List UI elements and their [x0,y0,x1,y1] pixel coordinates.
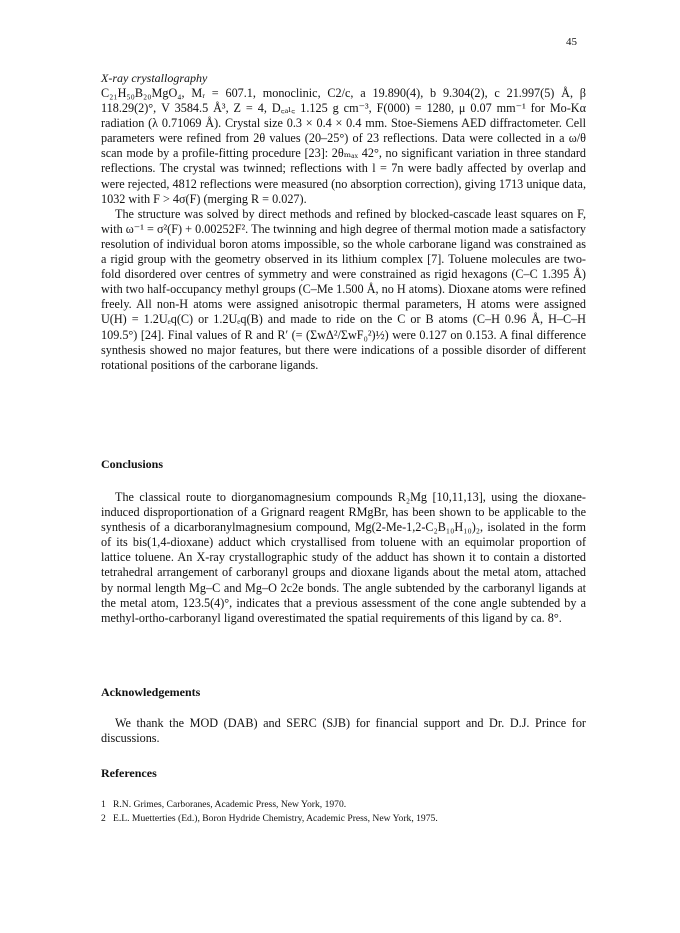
xray-paragraph-2: The structure was solved by direct methods and refined by blocked-cascade least squares on F, with ω⁻¹ = σ²(F) + 0.00252F². The twinning and high degree of thermal motion made a satisfactory resolution of individual boron atoms impossible, so the whole carborane ligand was constrained as a rigid group with the geometry observed in its lithium complex [7]. Toluene molecules are two-fold disordered over centres of symmetry and were constrained as rigid hexagons (C–C 1.395 Å) with two half-occupancy methyl groups (C–Me 1.500 Å, no H atoms). Dioxane atoms were refined freely. All non-H atoms were assigned anisotropic thermal parameters, H atoms were assigned U(H) = 1.2Uₑq(C) or 1.2Uₑq(B) and made to ride on the C or B atoms (C–H 0.96 Å, H–C–H 109.5°) [24]. Final values of R and R′ (= (ΣwΔ²/ΣwF₀²)½) were 0.127 on 0.153. A final difference synthesis showed no major features, but there were indications of a possible disorder of different rotational positions of the carborane ligands. [101,206,586,372]
xray-heading: X-ray crystallography [101,71,208,85]
reference-item: 2 E.L. Muetterties (Ed.), Boron Hydride Chemistry, Academic Press, New York, 1975. [101,813,438,824]
page-number: 45 [566,36,577,48]
acknowledgements-section [101,716,586,746]
references-heading: References [101,766,157,780]
conclusions-paragraph: The classical route to diorganomagnesium compounds R₂Mg [10,11,13], using the dioxane-induced disproportionation of a Grignard reagent RMgBr, has been shown to be applicable to the synthesis of a dicarboranylmagnesium compound, Mg(2-Me-1,2-C₂B₁₀H₁₀)₂, isolated in the form of its bis(1,4-dioxane) adduct which crystallised from toluene with an equimolar proportion of lattice toluene. An X-ray crystallographic study of the adduct has shown it to contain a distorted tetrahedral arrangement of carboranyl groups and dioxane ligands about the metal atom, attached by normal length Mg–C and Mg–O 2c2e bonds. The angle subtended by the carboranyl ligands at the metal atom, 123.5(4)°, indicates that a previous assessment of the cone angle subtended by a methyl-ortho-carboranyl ligand overestimated the spatial requirements of this ligand by ca. 8°. [101,490,586,625]
xray-paragraph-1: C₂₁H₅₀B₂₀MgO₄, Mᵣ = 607.1, monoclinic, C2/c, a 19.890(4), b 9.304(2), c 21.997(5) Å, β 118.29(2)°, V 3584.5 Å³, Z = 4, D꜀ₐₗ꜀ 1.125 g cm⁻³, F(000) = 1280, μ 0.07 mm⁻¹ for Mo-Kα radiation (λ 0.71069 Å). Crystal size 0.3 × 0.4 × 0.4 mm. Stoe-Siemens AED diffractometer. Cell parameters were refined from 2θ values (20–25°) of 23 reflections. Data were collected in a ω/θ scan mode by a profile-fitting procedure [23]: 2θₘₐₓ 42°, no significant variation in three standard reflections. The crystal was twinned; reflections with l = 7n were badly affected by overlap and were rejected, 4812 reflections were measured (no absorption correction), giving 1713 unique data, 1032 with F > 4σ(F) (merging R = 0.027). [101,86,586,206]
reference-item: 1 R.N. Grimes, Carboranes, Academic Press, New York, 1970. [101,799,347,810]
references-list [101,798,586,826]
acknowledgements-heading: Acknowledgements [101,685,201,699]
conclusions-section [101,490,586,626]
acknowledgements-paragraph: We thank the MOD (DAB) and SERC (SJB) for financial support and Dr. D.J. Prince for discussions. [101,716,586,746]
xray-section [101,86,586,373]
conclusions-heading: Conclusions [101,457,164,471]
